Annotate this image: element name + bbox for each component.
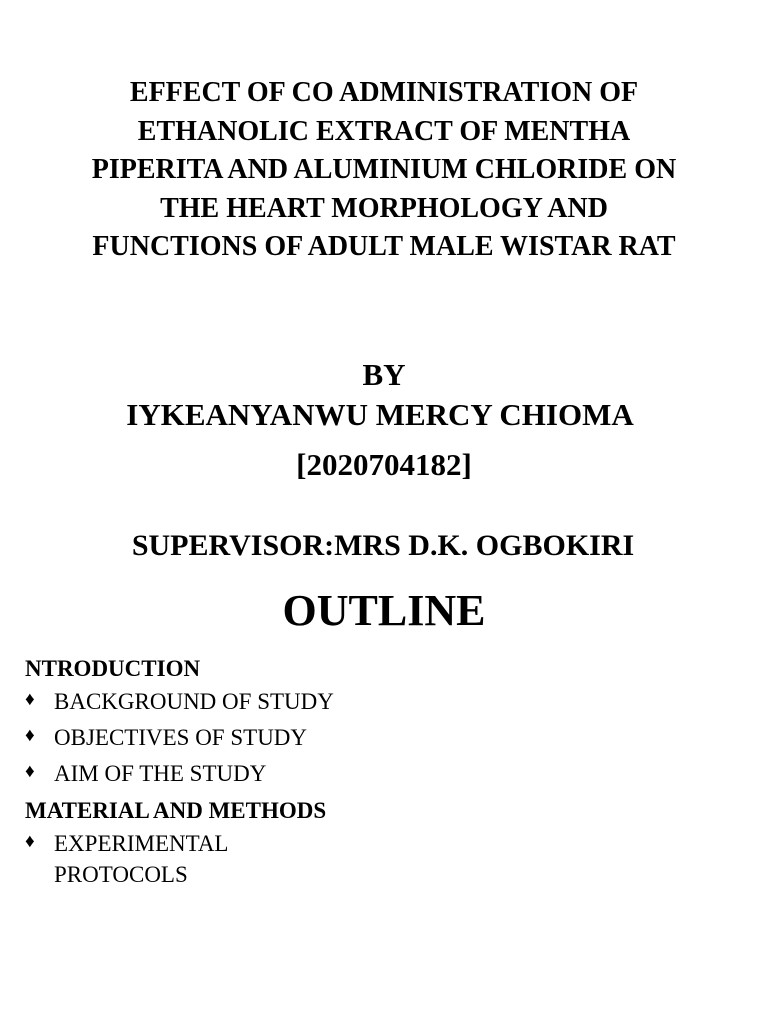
list-item-text: BACKGROUND OF STUDY: [54, 689, 334, 714]
outline-heading: OUTLINE: [282, 586, 486, 635]
diamond-icon: ♦: [25, 725, 35, 746]
title-line: EFFECT OF CO ADMINISTRATION OF: [129, 77, 639, 108]
diamond-icon: ♦: [25, 761, 35, 782]
title-line: ETHANOLIC EXTRACT OF MENTHA: [137, 115, 631, 147]
by-label: BY: [362, 357, 406, 392]
document-title: [20, 74, 748, 267]
list-item-text: OBJECTIVES OF STUDY: [54, 725, 308, 750]
student-id: [2020704182]: [296, 447, 472, 482]
diamond-icon: ♦: [25, 831, 35, 852]
section-heading-introduction: NTRODUCTION: [25, 656, 201, 681]
author-name: IYKEANYANWU MERCY CHIOMA: [126, 397, 634, 432]
list-item: [25, 758, 745, 789]
list-item: [25, 686, 745, 717]
list-item: [25, 828, 745, 890]
diamond-icon: ♦: [25, 689, 35, 710]
list-item-text: EXPERIMENTAL PROTOCOLS: [54, 831, 228, 887]
outline-list: [25, 652, 745, 895]
supervisor-line: SUPERVISOR:MRS D.K. OGBOKIRI: [131, 529, 635, 562]
list-item-text: AIM OF THE STUDY: [54, 761, 267, 786]
title-line: FUNCTIONS OF ADULT MALE WISTAR RAT: [92, 231, 676, 262]
section-heading-methods: MATERIAL AND METHODS: [25, 798, 327, 823]
title-line: THE HEART MORPHOLOGY AND: [160, 192, 608, 224]
list-item: [25, 722, 745, 753]
title-line: PIPERITA AND ALUMINIUM CHLORIDE ON: [91, 154, 677, 185]
